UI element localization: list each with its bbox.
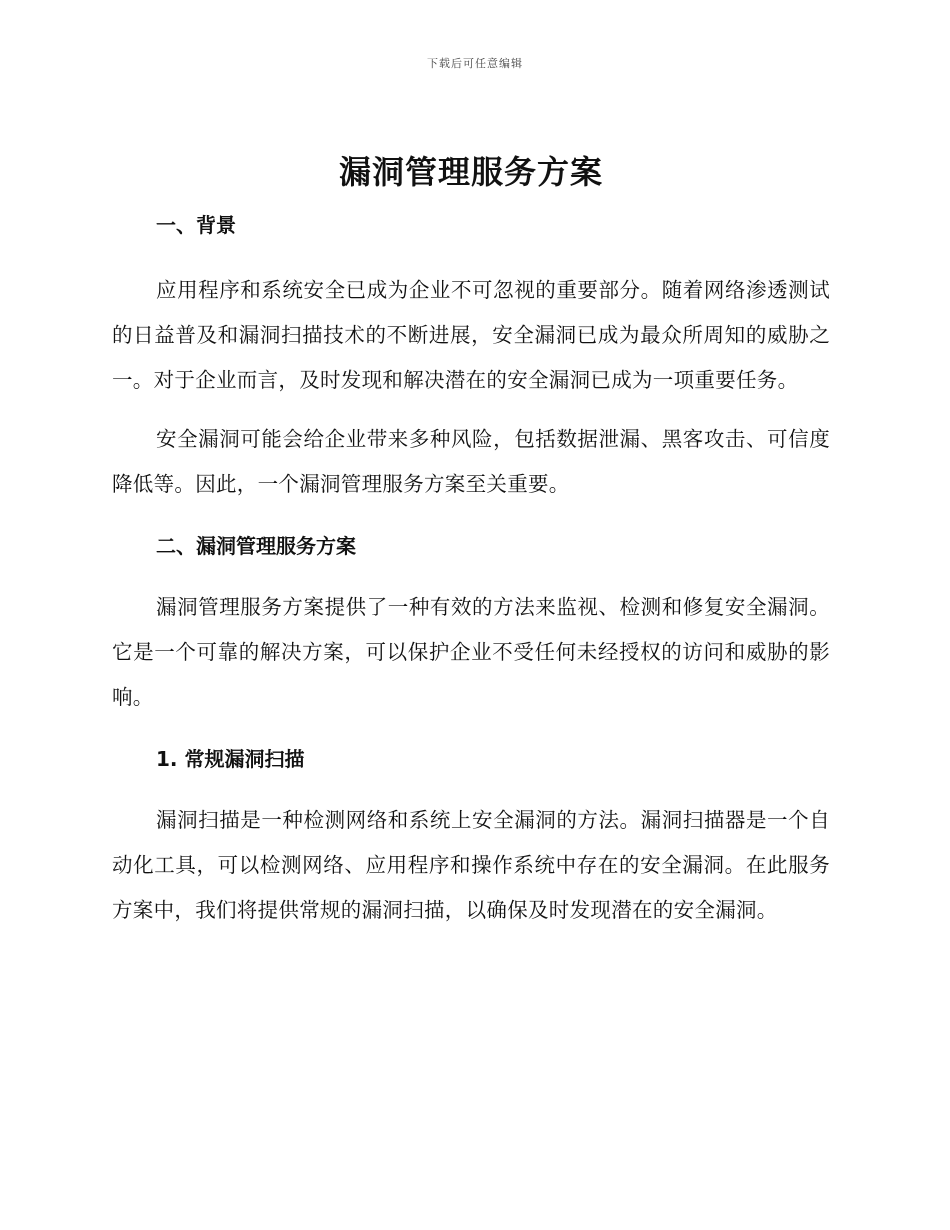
subsection-heading-regular-scan: 1. 常规漏洞扫描 <box>156 747 305 771</box>
paragraph-background-1: 应用程序和系统安全已成为企业不可忽视的重要部分。随着网络渗透测试的日益普及和漏洞扫描技术的不断进展，安全漏洞已成为最众所周知的威胁之一。对于企业而言，及时发现和解决潜在的安全漏洞已成为一项重要任务。 <box>112 278 830 392</box>
document-body <box>112 150 830 933</box>
header-note: 下载后可任意编辑 <box>427 57 523 70</box>
section-heading-background: 一、背景 <box>156 213 236 237</box>
section-heading-service-plan: 二、漏洞管理服务方案 <box>156 534 356 558</box>
document-title: 漏洞管理服务方案 <box>338 153 603 191</box>
paragraph-regular-scan-1: 漏洞扫描是一种检测网络和系统上安全漏洞的方法。漏洞扫描器是一个自动化工具，可以检测网络、应用程序和操作系统中存在的安全漏洞。在此服务方案中，我们将提供常规的漏洞扫描，以确保及时发现潜在的安全漏洞。 <box>112 808 830 922</box>
paragraph-service-plan-1: 漏洞管理服务方案提供了一种有效的方法来监视、检测和修复安全漏洞。它是一个可靠的解决方案，可以保护企业不受任何未经授权的访问和威胁的影响。 <box>112 595 830 709</box>
paragraph-background-2: 安全漏洞可能会给企业带来多种风险，包括数据泄漏、黑客攻击、可信度降低等。因此，一个漏洞管理服务方案至关重要。 <box>112 427 830 496</box>
